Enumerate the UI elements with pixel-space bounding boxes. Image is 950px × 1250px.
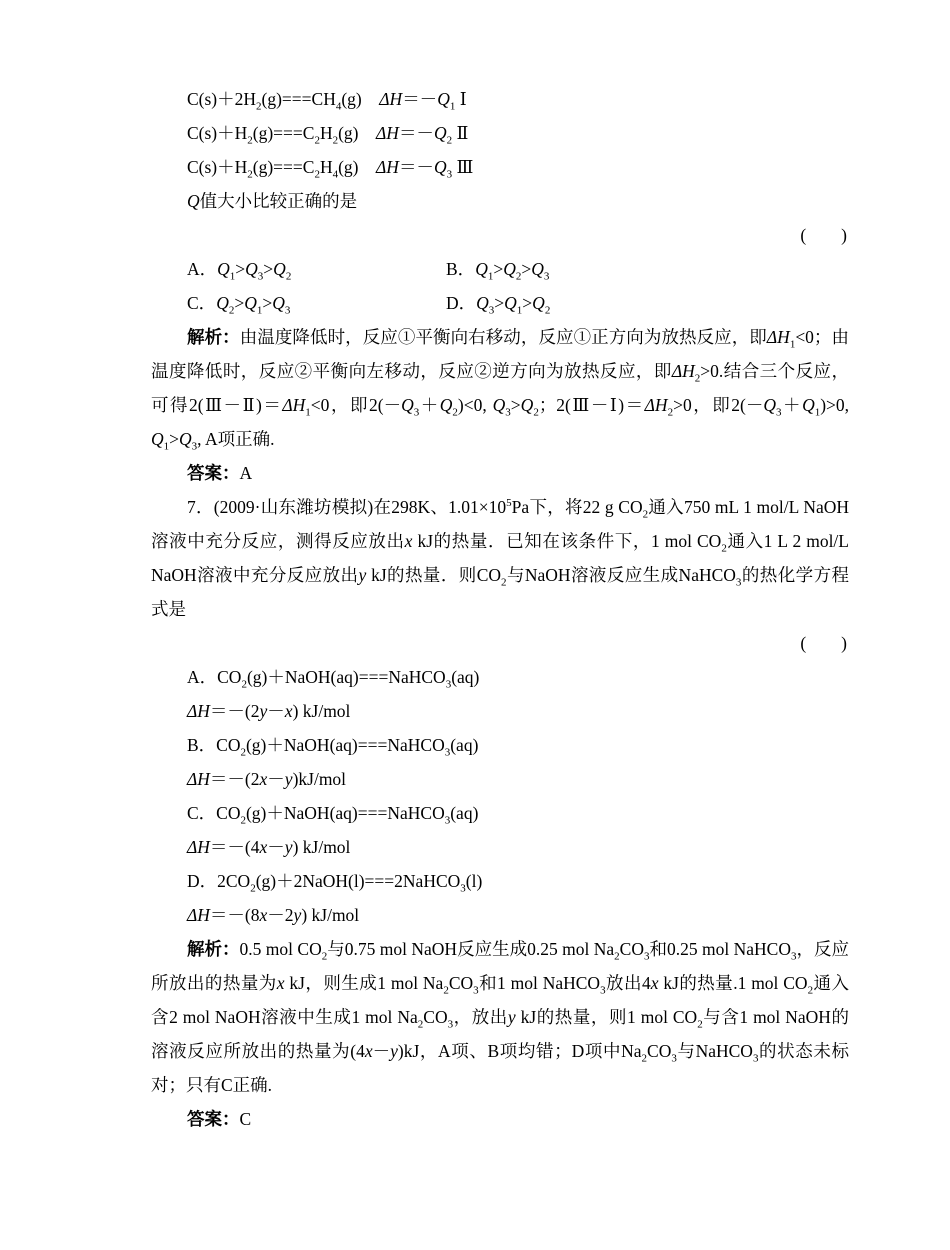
q7-option-a-eq: A．$CO_2(g)+NaOH(aq)===NaHCO_3(aq)$ bbox=[187, 667, 480, 691]
q6-answer-label: 答案： bbox=[187, 463, 240, 483]
q7-option-a-dh: ΔH＝－(2y－x) kJ/mol bbox=[187, 701, 351, 721]
q6-eq3: $C(s)+H_2(g)===C_2H_4(g)$ $\Delta H=-Q_3$ Ⅲ bbox=[187, 157, 474, 181]
q6-answer-value: A bbox=[239, 463, 253, 483]
q6-options-row2 bbox=[151, 286, 849, 320]
q6-eq2: $C(s)+H_2(g)===C_2H_2(g)$ $\Delta H=-Q_2$ Ⅱ bbox=[187, 123, 469, 147]
q7-bracket: ( ) bbox=[800, 633, 847, 653]
q6-bracket: ( ) bbox=[800, 225, 847, 245]
q7-analysis-label: 解析： bbox=[187, 939, 240, 959]
q7-analysis: 解析：0.5 mol $CO_2$与0.75 mol NaOH反应生成0.25 mol $Na_2CO_3$和0.25 mol NaHCO$_3$，反应所放出的热量为x kJ，则生成1 mol $Na_2CO_3$和1 mol NaHCO$_3$放出4x kJ的热量.1 mol $CO_2$通入含2 mol NaOH溶液中生成1 mol $Na_2CO_3$，放出y kJ的热量，则1 mol $CO_2$与含1 mol NaOH的溶液反应所放出的热量为(4x－y)kJ，A项、B项均错；D项中$Na_2CO_3$与NaHCO$_3$的状态未标对；只有C正确. bbox=[151, 939, 850, 1095]
q6-option-b: B．$Q_1>Q_2>Q_3$ bbox=[446, 259, 550, 283]
q7-option-c-eq: C．$CO_2(g)+NaOH(aq)===NaHCO_3(aq)$ bbox=[187, 803, 479, 827]
q7-option-d-dh: ΔH＝－(8x－2y) kJ/mol bbox=[187, 905, 360, 925]
q7-stem: 7．(2009·山东潍坊模拟)在298K、$1.01\times 10^5Pa$下，将22 g $CO_2$通入750 mL 1 mol/L NaOH溶液中充分反应，测得反应放出x kJ的热量．已知在该条件下，1 mol $CO_2$通入1 L 2 mol/L NaOH溶液中充分反应放出y kJ的热量．则$CO_2$与NaOH溶液反应生成NaHCO$_3$的热化学方程式是 bbox=[151, 497, 849, 619]
content bbox=[151, 82, 849, 1136]
q6-analysis-label: 解析： bbox=[187, 327, 240, 347]
q7-option-b-eq: B．$CO_2(g)+NaOH(aq)===NaHCO_3(aq)$ bbox=[187, 735, 479, 759]
q7-answer-value: C bbox=[239, 1109, 252, 1129]
q7-option-b-dh: ΔH＝－(2x－y)kJ/mol bbox=[187, 769, 347, 789]
q7-answer-label: 答案： bbox=[187, 1109, 240, 1129]
q7-option-d-eq: D．$2CO_2(g)+2NaOH(l)===2NaHCO_3(l)$ bbox=[187, 871, 483, 895]
q7-option-c-dh: ΔH＝－(4x－y) kJ/mol bbox=[187, 837, 351, 857]
q6-eq1: $C(s)+2H_2(g)===CH_4(g)$ $\Delta H=-Q_1$ Ⅰ bbox=[187, 89, 467, 113]
q6-option-d: D．$Q_3>Q_1>Q_2$ bbox=[446, 293, 551, 317]
q6-stem: Q值大小比较正确的是 bbox=[187, 191, 358, 211]
q7-answer bbox=[151, 1102, 849, 1136]
q6-options-row1 bbox=[151, 252, 849, 286]
q6-answer bbox=[151, 456, 849, 490]
q6-analysis: 解析：由温度降低时，反应①平衡向右移动，反应①正方向为放热反应，即$\Delta H_1<0$；由温度降低时，反应②平衡向左移动，反应②逆方向为放热反应，即$\Delta H_2>0$.结合三个反应，可得$2(Ⅲ-Ⅱ)=\Delta H_1<0$，即$2(-Q_3+Q_2)<0$, $Q_3>Q_2$；$2(Ⅲ-Ⅰ)=\Delta H_2>0$，即$2(-Q_3+Q_1)>0$, $Q_1>Q_3$, A项正确. bbox=[151, 327, 850, 453]
q6-option-a: A．$Q_1>Q_3>Q_2$ bbox=[187, 259, 292, 283]
q6-option-c: C．$Q_2>Q_1>Q_3$ bbox=[187, 293, 291, 317]
